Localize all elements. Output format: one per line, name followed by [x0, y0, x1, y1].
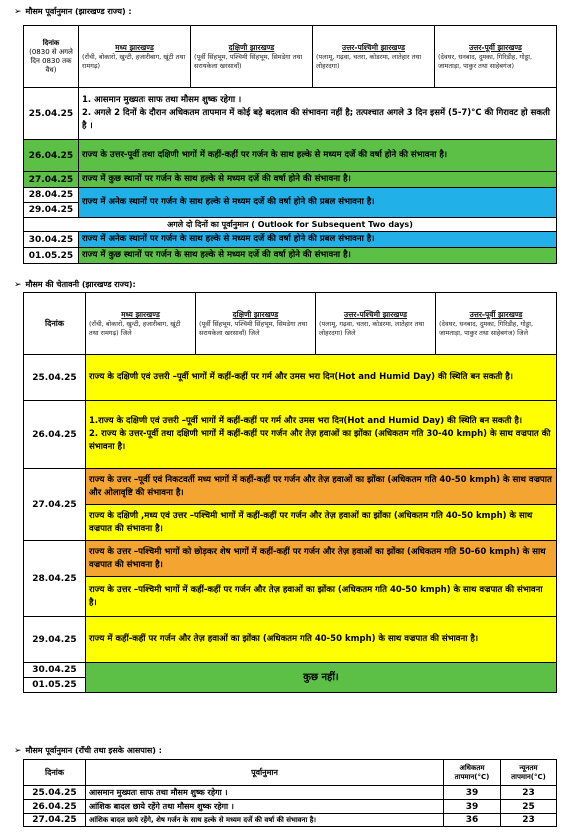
min-temp: 23: [501, 814, 557, 827]
zone-name: दक्षिणी झारखण्ड: [228, 43, 275, 52]
row-date: 01.05.25: [24, 678, 86, 693]
date-header-cell: [24, 26, 79, 88]
table-row: [24, 401, 557, 469]
warning-header-row: [24, 293, 557, 355]
arrow-bullet-icon: ➢: [14, 6, 22, 17]
table-row: [24, 505, 557, 541]
table-row: [24, 172, 557, 188]
zone-name: उत्तर-पूर्वी झारखण्ड: [469, 310, 523, 319]
date-header-label: दिनांक: [42, 38, 60, 47]
arrow-bullet-icon: ➢: [14, 279, 22, 290]
section1-header: [14, 6, 132, 17]
row-text: राज्य के दक्षिणी एवं उत्तरी –पूर्वी भागों में कहीं-कहीं पर गर्म और उमस भरा दिन(Hot and Humid Day) की स्थिति बन सकती है।: [86, 355, 557, 401]
min-temp-header: न्यूनतम तापमान(°C): [501, 760, 557, 786]
table-row: [24, 814, 557, 827]
row-text: राज्य के उत्तर –पश्चिमी भागों में कहीं-कहीं पर गर्जन और तेज़ हवाओं का झोंका (अधिकतम गति 40-50 kmph) के साथ वज्रपात की संभावना है।: [86, 577, 557, 617]
row-text: 1. आसमान मुख्यतः साफ तथा मौसम शुष्क रहेगा । 2. अगले 2 दिनों के दौरान अधिकतम तापमान में कोई बड़े बदलाव की संभावना नहीं है; तत्पश्चात अगले 3 दिन इसमें (5-7)°C की गिरावट हो सकती है ।: [79, 88, 557, 140]
zone-name: मध्य झारखण्ड: [115, 43, 154, 52]
section2-title: मौसम की चेतावनी (झारखण्ड राज्य):: [25, 280, 136, 289]
row-date: 28.04.25: [24, 188, 79, 203]
zone-districts: (पलामू, गढ़वा, चतरा, कोडरमा, लातेहार तथा लोहरदगा) जिले: [319, 320, 425, 337]
max-temp: 39: [444, 786, 501, 800]
row-text: 1.राज्य के दक्षिणी एवं उत्तरी –पूर्वी भागों में कहीं-कहीं पर गर्म और उमस भरा दिन(Hot and Humid Day) की स्थिति बन सकती है। 2. राज्य के उत्तर-पूर्वी तथा दक्षिणी भागों में कहीं-कहीं पर गर्जन और तेज़ हवाओं का झोंका (अधिकतम गति 30-40 kmph) के साथ वज्रपात की संभावना है।: [86, 401, 557, 469]
table-row: [24, 140, 557, 172]
row-date: 29.04.25: [24, 617, 86, 663]
zone-districts: (राँची, बोकारो, खुन्टी, हजारीबाग, खूंटी तथा रामगढ़): [82, 53, 186, 70]
row-date: 26.04.25: [24, 401, 86, 469]
row-text: राज्य में कुछ स्थानों पर गर्जन के साथ हल्के से मध्यम दर्जे की वर्षा होने की संभावना है।: [79, 172, 557, 188]
outlook-label: अगले दो दिनों का पूर्वानुमान ( Outlook for Subsequent Two days): [24, 218, 557, 232]
zone-cell: [79, 26, 191, 88]
forecast-header-row: [24, 26, 557, 88]
zone-districts: (राँची, बोकारो, खुन्टी, हजारीबाग, खूंटी तथा रामगढ़) जिले: [89, 320, 181, 337]
row-text: राज्य में अनेक स्थानों पर गर्जन के साथ हल्के से मध्यम दर्जे की वर्षा होने की प्रबल संभावना है।: [79, 188, 557, 218]
min-temp: 25: [501, 800, 557, 814]
row-text: राज्य में कुछ स्थानों पर गर्जन के साथ हल्के से मध्यम दर्जे की वर्षा होने की संभावना है।: [79, 248, 557, 264]
row-text: राज्य के उत्तर –पूर्वी एवं निकटवर्ती मध्य भागों में कहीं-कहीं पर गर्जन और तेज़ हवाओं का झोंका (अधिकतम गति 40-50 kmph) के साथ वज्रपात और ओलावृष्टि की संभावना है।: [86, 469, 557, 505]
zone-name: मध्य झारखण्ड: [121, 310, 160, 319]
zone-cell: [196, 293, 316, 355]
table-row: [24, 541, 557, 577]
row-date: 01.05.25: [24, 248, 79, 264]
zone-cell: [316, 293, 436, 355]
row-date: 25.04.25: [24, 88, 79, 140]
row-text: राज्य के उत्तर-पूर्वी तथा दक्षिणी भागों में कहीं-कहीं पर गर्जन के साथ हल्के से मध्यम दर्जे की वर्षा होने की संभावना है।: [79, 140, 557, 172]
max-temp: 36: [444, 814, 501, 827]
row-date: 26.04.25: [24, 800, 86, 814]
zone-name: दक्षिणी झारखण्ड: [232, 310, 279, 319]
table-row: [24, 188, 557, 203]
date-header: दिनांक: [24, 760, 86, 786]
table-row: [24, 355, 557, 401]
section3-title: मौसम पूर्वानुमान (राँची तथा इसके आसपास) :: [25, 746, 162, 755]
row-date: 30.04.25: [24, 232, 79, 248]
section1-title: मौसम पूर्वानुमान (झारखण्ड राज्य) :: [25, 7, 132, 16]
zone-cell: [86, 293, 196, 355]
table-row: [24, 248, 557, 264]
date-header-validity: (0830 से अगले दिन 0830 तक वैध): [29, 47, 73, 74]
ranchi-forecast-table: [23, 759, 557, 827]
table-row: [24, 663, 557, 678]
table-row: [24, 786, 557, 800]
row-date: 25.04.25: [24, 355, 86, 401]
row-text: राज्य में कहीं-कहीं पर गर्जन और तेज़ हवाओं का झोंका (अधिकतम गति 40-50 kmph) के साथ वज्रपात की संभावना है।: [86, 617, 557, 663]
zone-districts: (देवघर, धनबाद, दुमका, गिरिडीह, गोड्डा, जामताड़ा, पाकुर तथा साहेबगंज) जिले: [439, 320, 534, 337]
table-row: [24, 577, 557, 617]
max-temp-header: अधिकतम तापमान(°C): [444, 760, 501, 786]
zone-name: उत्तर-पूर्वी झारखण्ड: [469, 43, 522, 52]
zone-districts: (पलामू, गढ़वा, चतरा, कोडरमा, लातेहार तथा लोहरदगा): [316, 53, 422, 70]
zone-districts: (पूर्वी सिंहभूम, पश्चिमी सिंहभूम, सिमडेगा तथा सरायकेला खरसावाँ): [194, 53, 303, 70]
ranchi-header-row: [24, 760, 557, 786]
row-date: 27.04.25: [24, 814, 86, 827]
zone-districts: (देवघर, धनबाद, दुमका, गिरिडीह, गोड्डा, जामताड़ा, पाकुर तथा साहेबगंज): [438, 53, 533, 70]
row-date: 25.04.25: [24, 786, 86, 800]
arrow-bullet-icon: ➢: [14, 745, 22, 756]
row-text: आंशिक बादल छाये रहेंगे, शेष गर्जन के साथ हल्के से मध्यम दर्जे की वर्षा की संभावना है।: [86, 814, 444, 827]
row-date: 28.04.25: [24, 541, 86, 617]
zone-cell: [435, 26, 557, 88]
zone-cell: [313, 26, 435, 88]
row-date: 26.04.25: [24, 140, 79, 172]
section2-header: [14, 279, 136, 290]
outlook-row: [24, 218, 557, 232]
row-text: आंशिक बादल छाये रहेंगे तथा मौसम शुष्क रहेगा ।: [86, 800, 444, 814]
min-temp: 23: [501, 786, 557, 800]
row-text: कुछ नहीं।: [86, 663, 557, 693]
row-text: राज्य में अनेक स्थानों पर गर्जन के साथ हल्के से मध्यम दर्जे की वर्षा होने की प्रबल संभावना है।: [79, 232, 557, 248]
section3-header: [14, 745, 162, 756]
row-text: आसमान मुख्यतः साफ तथा मौसम शुष्क रहेगा ।: [86, 786, 444, 800]
max-temp: 39: [444, 800, 501, 814]
forecast-table: [23, 25, 557, 264]
table-row: [24, 469, 557, 505]
row-date: 29.04.25: [24, 203, 79, 218]
row-date: 27.04.25: [24, 469, 86, 541]
zone-districts: (पूर्वी सिंहभूम, पश्चिमी सिंहभूम, सिमडेगा तथा सरायकेला खरसावाँ) जिले: [199, 320, 308, 337]
warning-table: [23, 292, 557, 693]
zone-name: उत्तर-पश्चिमी झारखण्ड: [343, 310, 408, 319]
table-row: [24, 232, 557, 248]
row-date: 27.04.25: [24, 172, 79, 188]
row-text: राज्य के दक्षिणी ,मध्य एवं उत्तर –पश्चिमी भागों में कहीं-कहीं पर गर्जन और तेज़ हवाओं का झोंका (अधिकतम गति 40-50 kmph) के साथ वज्रपात की संभावना है।: [86, 505, 557, 541]
zone-name: उत्तर-पश्चिमी झारखण्ड: [341, 43, 406, 52]
table-row: [24, 800, 557, 814]
forecast-header: पूर्वानुमान: [86, 760, 444, 786]
zone-cell: [436, 293, 557, 355]
table-row: [24, 617, 557, 663]
row-date: 30.04.25: [24, 663, 86, 678]
date-header: दिनांक: [24, 293, 86, 355]
row-text: राज्य के उत्तर –पश्चिमी भागों को छोड़कर शेष भागों में कहीं-कहीं पर गर्जन और तेज़ हवाओं का झोंका (अधिकतम गति 50-60 kmph) के साथ वज्रपात की संभावना है।: [86, 541, 557, 577]
zone-cell: [191, 26, 313, 88]
table-row: [24, 88, 557, 140]
